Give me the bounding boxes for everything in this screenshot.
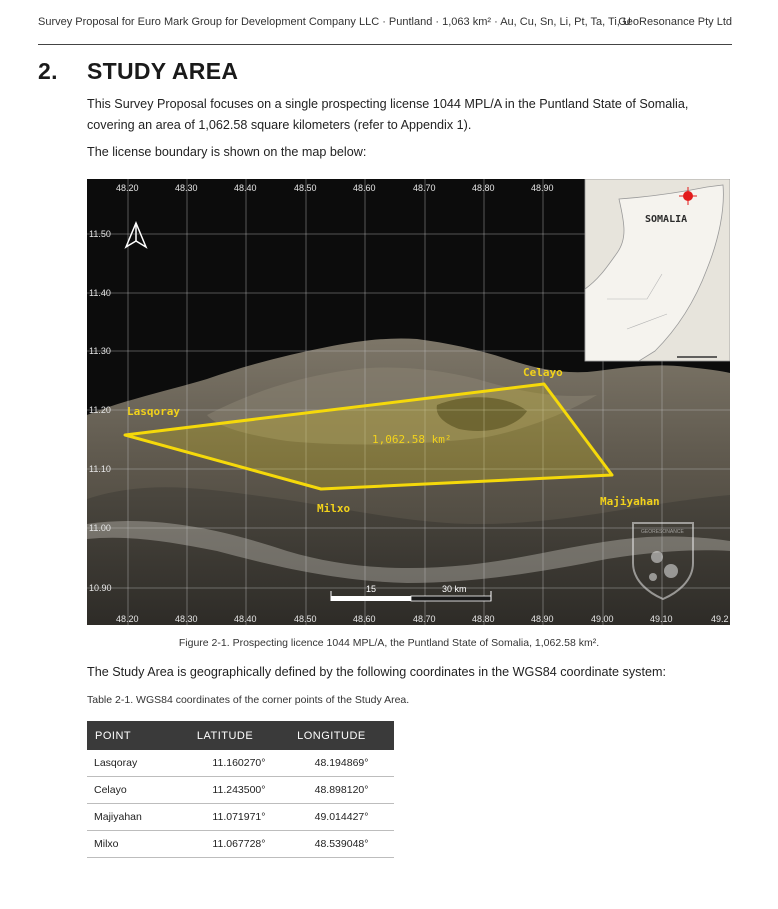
top-tick: 48.50 [294, 183, 317, 193]
cell-longitude: 49.014427° [289, 804, 394, 831]
bottom-tick: 49.2 [711, 614, 729, 624]
bottom-tick: 49.00 [591, 614, 614, 624]
map-intro-paragraph: The license boundary is shown on the map below: [87, 145, 367, 159]
intro-paragraph: This Survey Proposal focuses on a single prospecting license 1044 MPL/A in the Puntland State of Somalia, covering an area of 1,062.58 square kilometers (refer to Appendix 1). [87, 97, 689, 132]
table-row [87, 831, 394, 858]
point-label-celayo: Celayo [523, 366, 563, 379]
cell-latitude: 11.243500° [189, 777, 289, 804]
section-number: 2. [38, 58, 58, 84]
table-row [87, 750, 394, 777]
cell-point: Majiyahan [87, 804, 189, 831]
inset-map [585, 179, 730, 361]
table-header-row [87, 721, 394, 750]
top-tick: 48.80 [472, 183, 495, 193]
bottom-tick: 48.80 [472, 614, 495, 624]
cell-latitude: 11.160270° [189, 750, 289, 777]
bottom-tick: 48.70 [413, 614, 436, 624]
left-tick: 11.10 [89, 464, 111, 474]
table-caption: Table 2-1. WGS84 coordinates of the corner points of the Study Area. [87, 694, 410, 706]
cell-point: Milxo [87, 831, 189, 858]
header-title: Survey Proposal for Euro Mark Group for Development Company LLC · Puntland · 1,063 km² · Au, Cu, Sn, Li, Pt, Ta, Ti, U [38, 16, 631, 28]
bottom-tick: 48.20 [116, 614, 139, 624]
top-tick: 48.30 [175, 183, 198, 193]
point-label-lasqoray: Lasqoray [127, 405, 180, 418]
table-row [87, 804, 394, 831]
bottom-tick: 48.90 [531, 614, 554, 624]
logo-text: GEORESONANCE [641, 529, 684, 535]
inset-label: SOMALIA [645, 214, 688, 225]
bottom-tick: 49.10 [650, 614, 673, 624]
left-tick: 11.40 [89, 288, 111, 298]
coordinates-table [87, 721, 394, 858]
cell-longitude: 48.898120° [289, 777, 394, 804]
bottom-tick: 48.30 [175, 614, 198, 624]
header-company: GeoResonance Pty Ltd [618, 16, 732, 28]
left-tick: 11.50 [89, 229, 111, 239]
figure-caption: Figure 2-1. Prospecting licence 1044 MPL/A, the Puntland State of Somalia, 1,062.58 km². [178, 637, 600, 649]
left-tick: 11.30 [89, 346, 111, 356]
scale-end-label: 30 km [442, 584, 467, 594]
header-point: POINT [87, 721, 189, 750]
top-tick: 48.90 [531, 183, 554, 193]
left-tick: 11.20 [89, 405, 111, 415]
top-tick: 48.20 [116, 183, 139, 193]
section-title: STUDY AREA [87, 58, 239, 84]
bottom-tick: 48.50 [294, 614, 317, 624]
bottom-tick: 48.60 [353, 614, 376, 624]
header-latitude: LATITUDE [189, 721, 289, 750]
left-tick: 11.00 [89, 523, 111, 533]
coords-intro-paragraph: The Study Area is geographically defined by the following coordinates in the WGS84 coordinate system: [87, 665, 666, 679]
license-map [87, 179, 730, 625]
bottom-tick: 48.40 [234, 614, 257, 624]
scale-mid-label: 15 [366, 584, 377, 594]
top-tick: 48.60 [353, 183, 376, 193]
area-label: 1,062.58 km² [372, 433, 452, 446]
cell-point: Celayo [87, 777, 189, 804]
cell-longitude: 48.194869° [289, 750, 394, 777]
cell-longitude: 48.539048° [289, 831, 394, 858]
point-label-milxo: Milxo [317, 502, 351, 515]
page-header [38, 14, 732, 45]
top-tick: 48.40 [234, 183, 257, 193]
section-heading [38, 58, 238, 85]
cell-point: Lasqoray [87, 750, 189, 777]
left-tick: 10.90 [89, 583, 112, 593]
cell-latitude: 11.071971° [189, 804, 289, 831]
header-longitude: LONGITUDE [289, 721, 394, 750]
point-label-majiyahan: Majiyahan [600, 495, 660, 508]
cell-latitude: 11.067728° [189, 831, 289, 858]
table-row [87, 777, 394, 804]
top-tick: 48.70 [413, 183, 436, 193]
